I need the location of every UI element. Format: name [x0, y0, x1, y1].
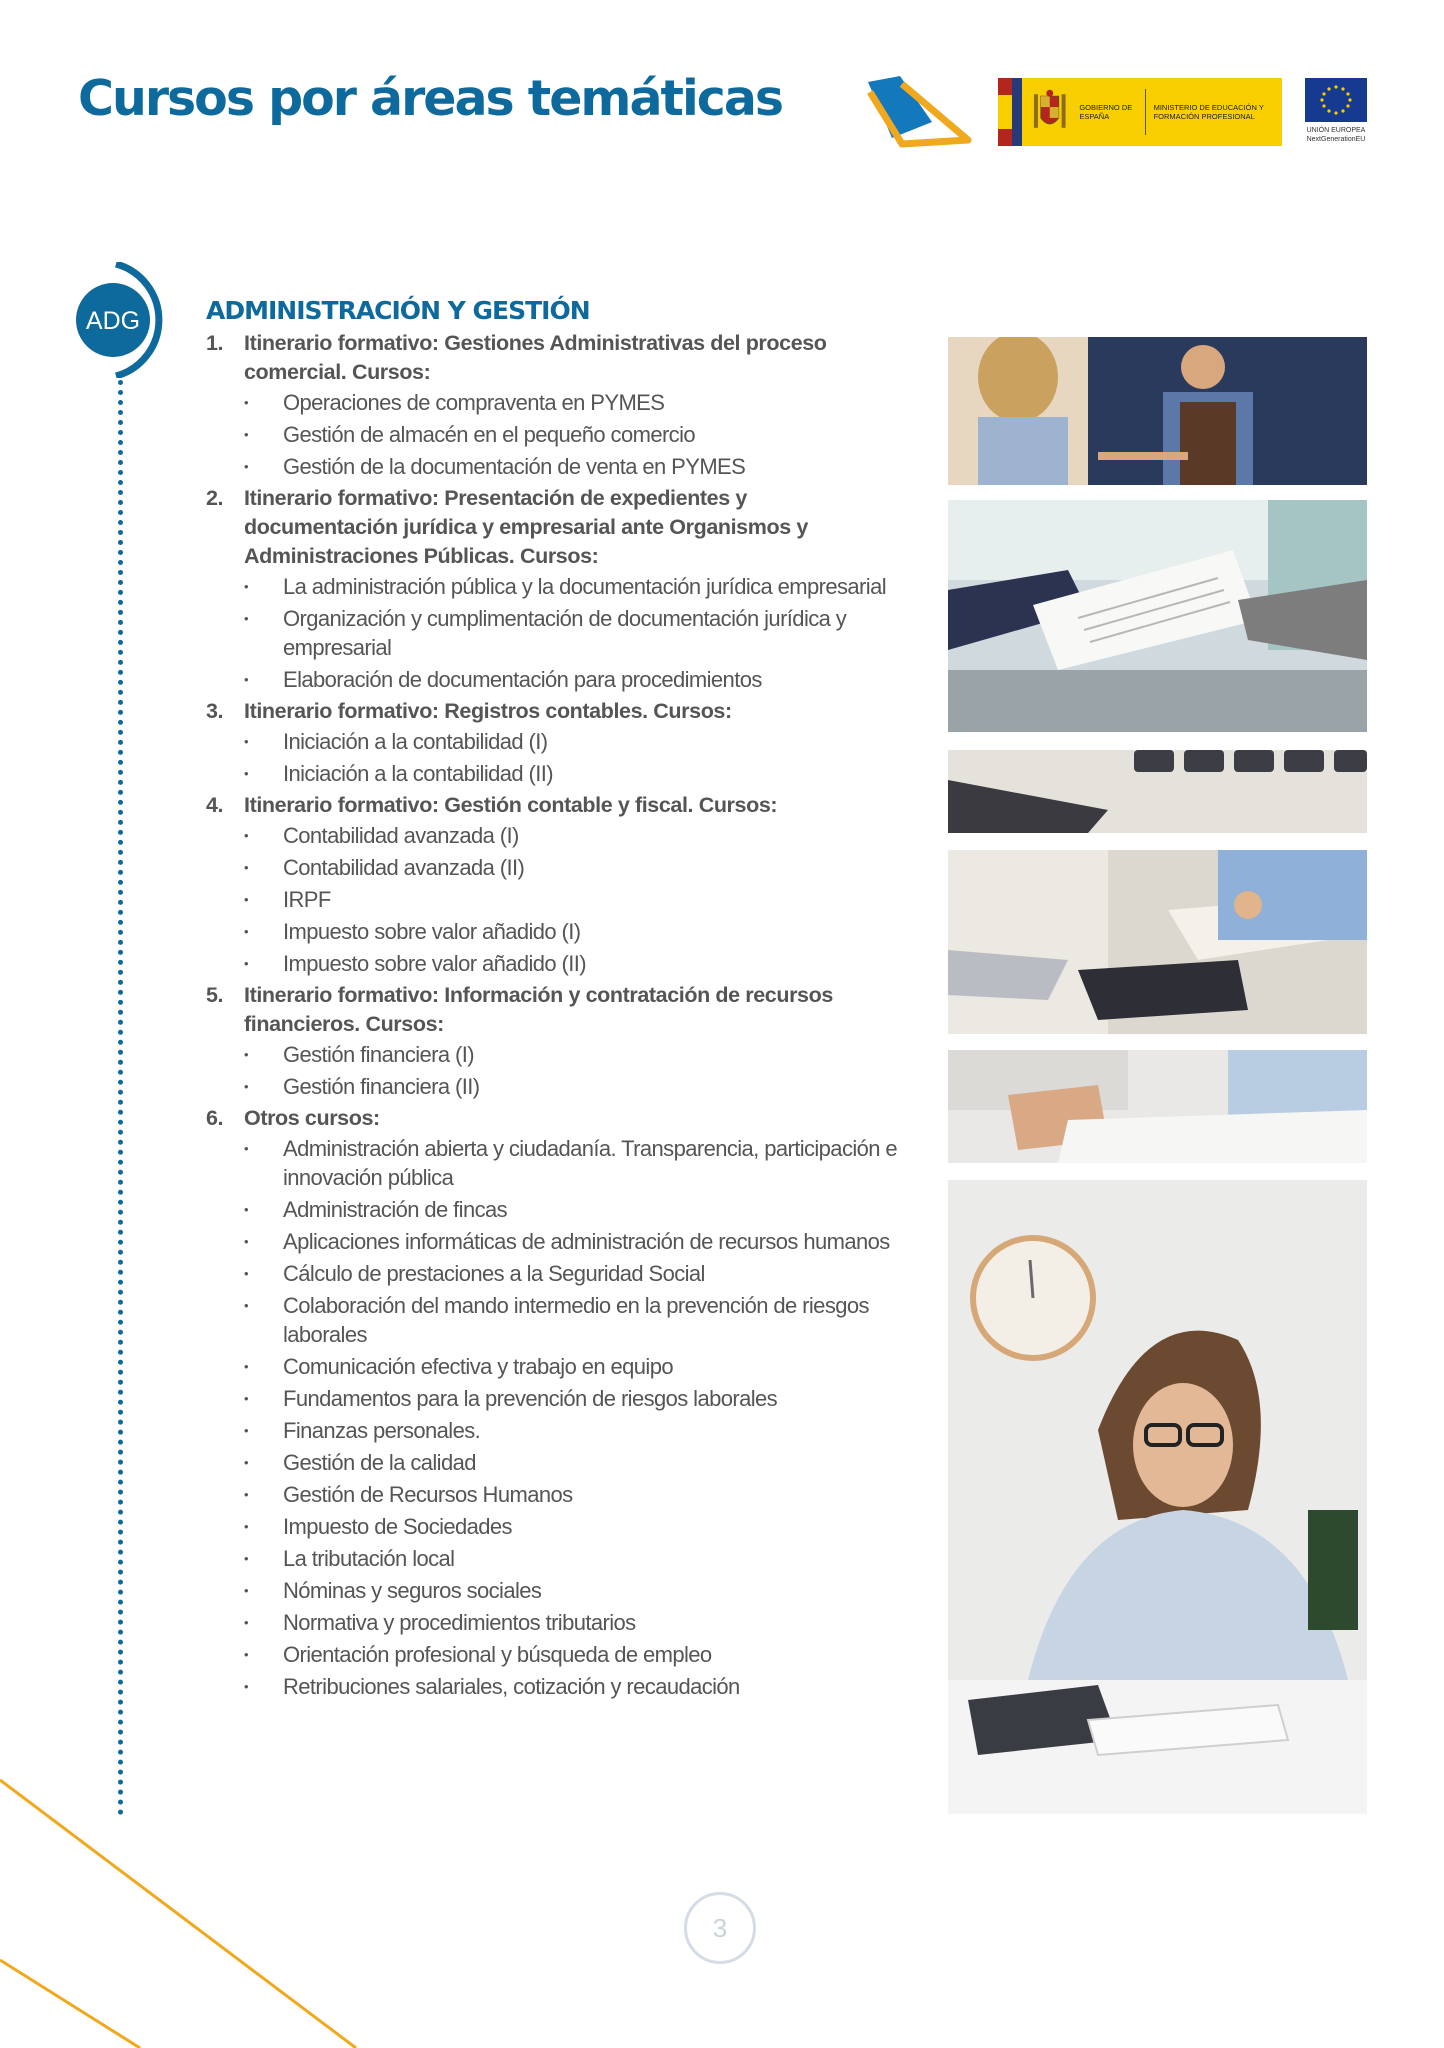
course-item	[244, 1608, 906, 1637]
page-number: 3	[684, 1892, 756, 1964]
course-name: Administración de fincas	[283, 1197, 508, 1222]
course-name: Gestión de la calidad	[283, 1450, 476, 1475]
bullet-icon: •	[244, 1391, 248, 1406]
course-name: Cálculo de prestaciones a la Seguridad Social	[283, 1261, 705, 1286]
brand-logo	[862, 74, 974, 150]
course-list	[206, 1134, 906, 1701]
course-name: Comunicación efectiva y trabajo en equipo	[283, 1354, 673, 1379]
government-logo	[998, 78, 1282, 146]
course-item	[244, 420, 906, 449]
itinerary-title-text: Itinerario formativo: Gestiones Administrativas del proceso comercial. Cursos:	[244, 331, 827, 384]
bullet-icon: •	[244, 1519, 248, 1534]
course-name: Impuesto sobre valor añadido (I)	[283, 919, 581, 944]
course-name: Gestión financiera (II)	[283, 1074, 480, 1099]
bullet-icon: •	[244, 459, 248, 474]
bullet-icon: •	[244, 1551, 248, 1566]
course-name: Iniciación a la contabilidad (II)	[283, 761, 554, 786]
course-name: IRPF	[283, 887, 331, 912]
course-item	[244, 1416, 906, 1445]
course-name: Colaboración del mando intermedio en la prevención de riesgos laborales	[283, 1293, 869, 1347]
itinerary-item	[206, 697, 906, 788]
course-item	[244, 1448, 906, 1477]
itinerary-title	[206, 981, 906, 1039]
bullet-icon: •	[244, 395, 248, 410]
itinerary-number: 5.	[206, 983, 224, 1007]
itinerary-item	[206, 1104, 906, 1701]
course-item	[244, 572, 906, 601]
course-name: Gestión financiera (I)	[283, 1042, 474, 1067]
course-item	[244, 1040, 906, 1069]
bullet-icon: •	[244, 1079, 248, 1094]
course-item	[244, 1291, 906, 1349]
bullet-icon: •	[244, 1615, 248, 1630]
course-item	[244, 1672, 906, 1701]
bullet-icon: •	[244, 579, 248, 594]
bullet-icon: •	[244, 1047, 248, 1062]
coat-of-arms-icon	[1030, 88, 1070, 136]
itinerary-title	[206, 697, 906, 726]
dotted-rail	[118, 380, 123, 1816]
bullet-icon: •	[244, 1487, 248, 1502]
course-list	[206, 572, 906, 694]
photo-document-handover	[948, 500, 1367, 732]
course-name: Retribuciones salariales, cotización y recaudación	[283, 1674, 740, 1699]
itinerary-title	[206, 484, 906, 571]
bullet-icon: •	[244, 1234, 248, 1249]
course-name: Iniciación a la contabilidad (I)	[283, 729, 548, 754]
course-item	[244, 1072, 906, 1101]
itinerary-number: 4.	[206, 793, 224, 817]
course-name: Orientación profesional y búsqueda de empleo	[283, 1642, 712, 1667]
photo-financial-documents	[948, 1050, 1367, 1163]
gov-separator	[1145, 89, 1146, 135]
bullet-icon: •	[244, 1583, 248, 1598]
badge-label: ADG	[85, 307, 141, 335]
page-title: Cursos por áreas temáticas	[78, 70, 783, 127]
itinerary-title-text: Itinerario formativo: Gestión contable y fiscal. Cursos:	[244, 793, 778, 817]
bullet-icon: •	[244, 766, 248, 781]
course-name: Gestión de Recursos Humanos	[283, 1482, 573, 1507]
course-name: Gestión de la documentación de venta en PYMES	[283, 454, 746, 479]
itinerary-title-text: Otros cursos:	[244, 1106, 380, 1130]
gov-label: GOBIERNO DE ESPAÑA	[1079, 103, 1133, 121]
course-name: Normativa y procedimientos tributarios	[283, 1610, 636, 1635]
course-item	[244, 1227, 906, 1256]
itinerary-list	[206, 329, 906, 1701]
course-item	[244, 853, 906, 882]
course-item	[244, 949, 906, 978]
course-name: Operaciones de compraventa en PYMES	[283, 390, 665, 415]
course-name: Fundamentos para la prevención de riesgos laborales	[283, 1386, 778, 1411]
course-name: Contabilidad avanzada (I)	[283, 823, 519, 848]
course-item	[244, 452, 906, 481]
course-item	[244, 727, 906, 756]
bullet-icon: •	[244, 1266, 248, 1281]
eu-label: UNIÓN EUROPEA NextGenerationEU	[1306, 127, 1366, 143]
decorative-corner-lines	[0, 1700, 400, 2048]
bullet-icon: •	[244, 956, 248, 971]
itinerary-title	[206, 791, 906, 820]
itinerary-title	[206, 1104, 906, 1133]
bullet-icon: •	[244, 672, 248, 687]
itinerary-item	[206, 791, 906, 978]
course-item	[244, 1640, 906, 1669]
course-section	[206, 296, 906, 1704]
course-item	[244, 1544, 906, 1573]
course-name: Aplicaciones informáticas de administración de recursos humanos	[283, 1229, 890, 1254]
course-item	[244, 388, 906, 417]
course-item	[244, 1352, 906, 1381]
course-name: Finanzas personales.	[283, 1418, 481, 1443]
course-item	[244, 1512, 906, 1541]
itinerary-title	[206, 329, 906, 387]
itinerary-number: 3.	[206, 699, 224, 723]
eu-flag-icon	[1305, 78, 1367, 122]
course-name: Impuesto sobre valor añadido (II)	[283, 951, 587, 976]
course-name: Administración abierta y ciudadanía. Transparencia, participación e innovación pública	[283, 1136, 898, 1190]
bullet-icon: •	[244, 1679, 248, 1694]
bullet-icon: •	[244, 1202, 248, 1217]
photo-calculator-keys	[948, 750, 1367, 833]
itinerary-item	[206, 981, 906, 1101]
logo-bar	[862, 74, 1382, 154]
bullet-icon: •	[244, 611, 248, 626]
bullet-icon: •	[244, 924, 248, 939]
itinerary-number: 2.	[206, 486, 224, 510]
course-name: Elaboración de documentación para procedimientos	[283, 667, 762, 692]
bullet-icon: •	[244, 1141, 248, 1156]
section-title: ADMINISTRACIÓN Y GESTIÓN	[206, 296, 590, 325]
course-list	[206, 1040, 906, 1101]
course-item	[244, 759, 906, 788]
course-item	[244, 1384, 906, 1413]
course-name: Organización y cumplimentación de documentación jurídica y empresarial	[283, 606, 847, 660]
itinerary-number: 6.	[206, 1106, 224, 1130]
course-name: Impuesto de Sociedades	[283, 1514, 512, 1539]
course-name: La administración pública y la documentación jurídica empresarial	[283, 574, 886, 599]
course-item	[244, 1195, 906, 1224]
course-name: Contabilidad avanzada (II)	[283, 855, 525, 880]
ministry-label: MINISTERIO DE EDUCACIÓN Y FORMACIÓN PROFESIONAL	[1153, 103, 1264, 121]
bullet-icon: •	[244, 1359, 248, 1374]
section-badge	[76, 262, 176, 378]
bullet-icon: •	[244, 734, 248, 749]
course-item	[244, 604, 906, 662]
course-name: Gestión de almacén en el pequeño comercio	[283, 422, 696, 447]
course-item	[244, 1134, 906, 1192]
itinerary-title-text: Itinerario formativo: Presentación de expedientes y documentación jurídica y empresarial ante Organismos y Administraciones Públicas. Cursos:	[244, 486, 808, 568]
itinerary-title-text: Itinerario formativo: Información y contratación de recursos financieros. Cursos:	[244, 983, 833, 1036]
bullet-icon: •	[244, 1298, 248, 1313]
bullet-icon: •	[244, 427, 248, 442]
course-list	[206, 821, 906, 978]
photo-accounting-desk	[948, 850, 1367, 1034]
course-item	[244, 885, 906, 914]
photo-woman-calculator	[948, 1180, 1367, 1814]
bullet-icon: •	[244, 1455, 248, 1470]
itinerary-title-text: Itinerario formativo: Registros contables. Cursos:	[244, 699, 732, 723]
itinerary-number: 1.	[206, 331, 224, 355]
spain-flag-icon	[998, 78, 1022, 146]
course-name: La tributación local	[283, 1546, 455, 1571]
course-list	[206, 727, 906, 788]
eu-logo	[1296, 78, 1376, 144]
itinerary-item	[206, 484, 906, 694]
bullet-icon: •	[244, 860, 248, 875]
course-item	[244, 821, 906, 850]
bullet-icon: •	[244, 1423, 248, 1438]
course-item	[244, 1480, 906, 1509]
course-item	[244, 1259, 906, 1288]
itinerary-item	[206, 329, 906, 481]
course-list	[206, 388, 906, 481]
bullet-icon: •	[244, 1647, 248, 1662]
bullet-icon: •	[244, 828, 248, 843]
photo-shop-counter	[948, 337, 1367, 485]
bullet-icon: •	[244, 892, 248, 907]
course-item	[244, 1576, 906, 1605]
course-item	[244, 665, 906, 694]
course-name: Nóminas y seguros sociales	[283, 1578, 542, 1603]
course-item	[244, 917, 906, 946]
